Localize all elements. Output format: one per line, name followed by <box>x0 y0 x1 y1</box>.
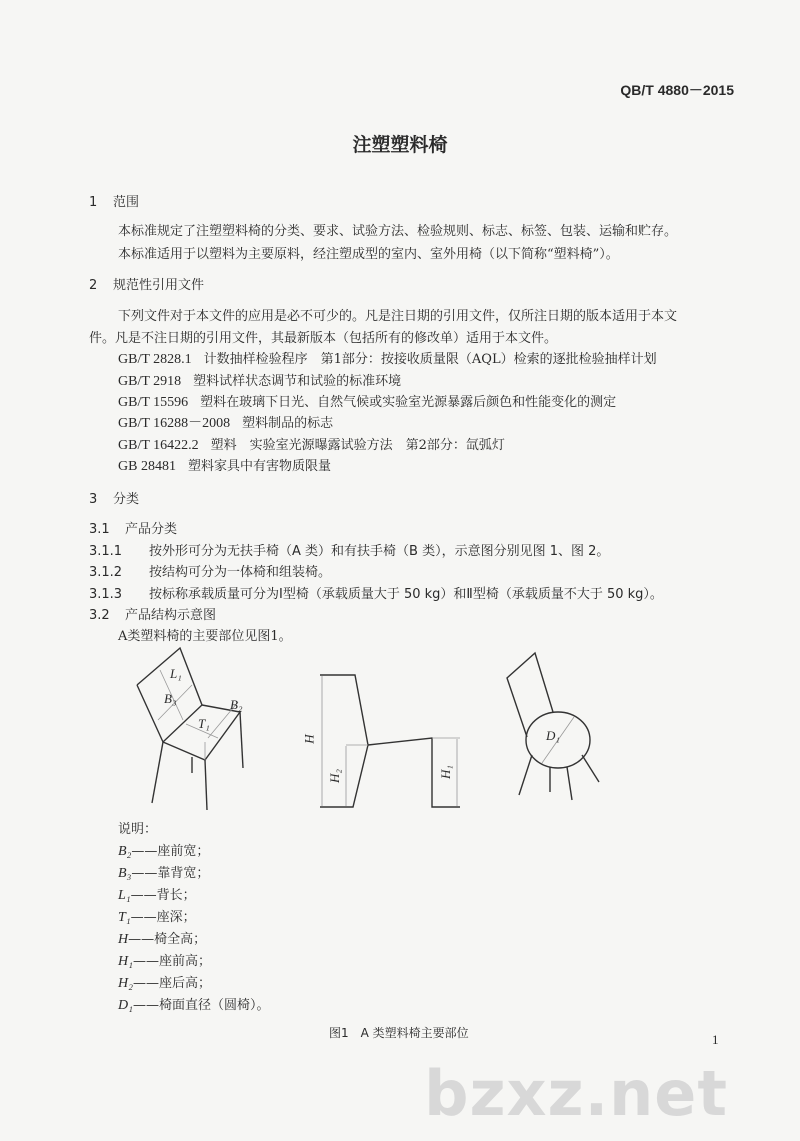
paragraph: 件。凡是不注日期的引用文件，其最新版本（包括所有的修改单）适用于本文件。 <box>89 331 558 346</box>
label-D1: D₁ <box>546 728 560 743</box>
paragraph: 下列文件对于本文件的应用是必不可少的。凡是注日期的引用文件，仅所注日期的版本适用于本文 <box>118 309 678 324</box>
label-H: H <box>301 734 317 744</box>
legend-item: H——椅全高； <box>118 932 207 947</box>
legend-item: B₂——座前宽； <box>118 844 210 859</box>
watermark: bzxz.net <box>424 1057 728 1130</box>
figure-caption: 图1 A 类塑料椅主要部位 <box>329 1026 469 1040</box>
clause-heading: 3.2 产品结构示意图 <box>89 608 217 623</box>
clause: 3.1.2 按结构可分为一体椅和组装椅。 <box>89 565 332 580</box>
reference-item: GB 28481 塑料家具中有害物质限量 <box>118 459 331 474</box>
label-B2: B₂ <box>230 697 243 712</box>
legend-title: 说明： <box>118 822 158 837</box>
legend-item: D₁——椅面直径（圆椅）。 <box>118 998 270 1013</box>
legend-item: B₃——靠背宽； <box>118 866 210 881</box>
page-title: 注塑塑料椅 <box>352 134 448 156</box>
legend-item: L₁——背长； <box>118 888 196 903</box>
chair-perspective-drawing <box>137 648 243 810</box>
reference-item: GB/T 16422.2 塑料 实验室光源曝露试验方法 第2部分：氙弧灯 <box>118 438 505 453</box>
reference-item: GB/T 16288－2008 塑料制品的标志 <box>118 416 334 431</box>
label-H2: H₂ <box>326 769 342 783</box>
label-T1: T₁ <box>198 716 210 731</box>
legend-item: H₂——座后高； <box>118 976 211 991</box>
paragraph: 本标准适用于以塑料为主要原料，经注塑成型的室内、室外用椅（以下简称“塑料椅”）。 <box>118 247 619 262</box>
label-L1: L₁ <box>170 666 182 681</box>
standard-number: QB/T 4880－2015 <box>620 82 734 98</box>
reference-item: GB/T 2918 塑料试样状态调节和试验的标准环境 <box>118 374 402 389</box>
page-number: 1 <box>712 1032 719 1047</box>
label-H1: H₁ <box>437 765 453 779</box>
label-B3: B₃ <box>164 691 177 706</box>
paragraph: 本标准规定了注塑塑料椅的分类、要求、试验方法、检验规则、标志、标签、包装、运输和贮存。 <box>118 224 678 239</box>
clause: 3.1.3 按标称承载质量可分为Ⅰ型椅（承载质量大于 50 kg）和Ⅱ型椅（承载质量不大于 50 kg）。 <box>89 587 663 602</box>
section-heading-2: 2 规范性引用文件 <box>89 278 205 293</box>
reference-item: GB/T 15596 塑料在玻璃下日光、自然气候或实验室光源暴露后颜色和性能变化的测定 <box>118 395 617 410</box>
clause-heading: 3.1 产品分类 <box>89 522 178 537</box>
clause: 3.1.1 按外形可分为无扶手椅（A 类）和有扶手椅（B 类），示意图分别见图 1、图 2。 <box>89 544 610 559</box>
reference-item: GB/T 2828.1 计数抽样检验程序 第1部分：按接收质量限（AQL）检索的逐批检验抽样计划 <box>118 352 657 367</box>
section-heading-1: 1 范围 <box>89 195 140 210</box>
legend-item: T₁——座深； <box>118 910 196 925</box>
legend-item: H₁——座前高； <box>118 954 211 969</box>
figure-intro: A类塑料椅的主要部位见图1。 <box>118 629 292 644</box>
section-heading-3: 3 分类 <box>89 492 140 507</box>
chair-side-drawing <box>320 675 460 807</box>
chair-round-drawing <box>507 653 599 800</box>
